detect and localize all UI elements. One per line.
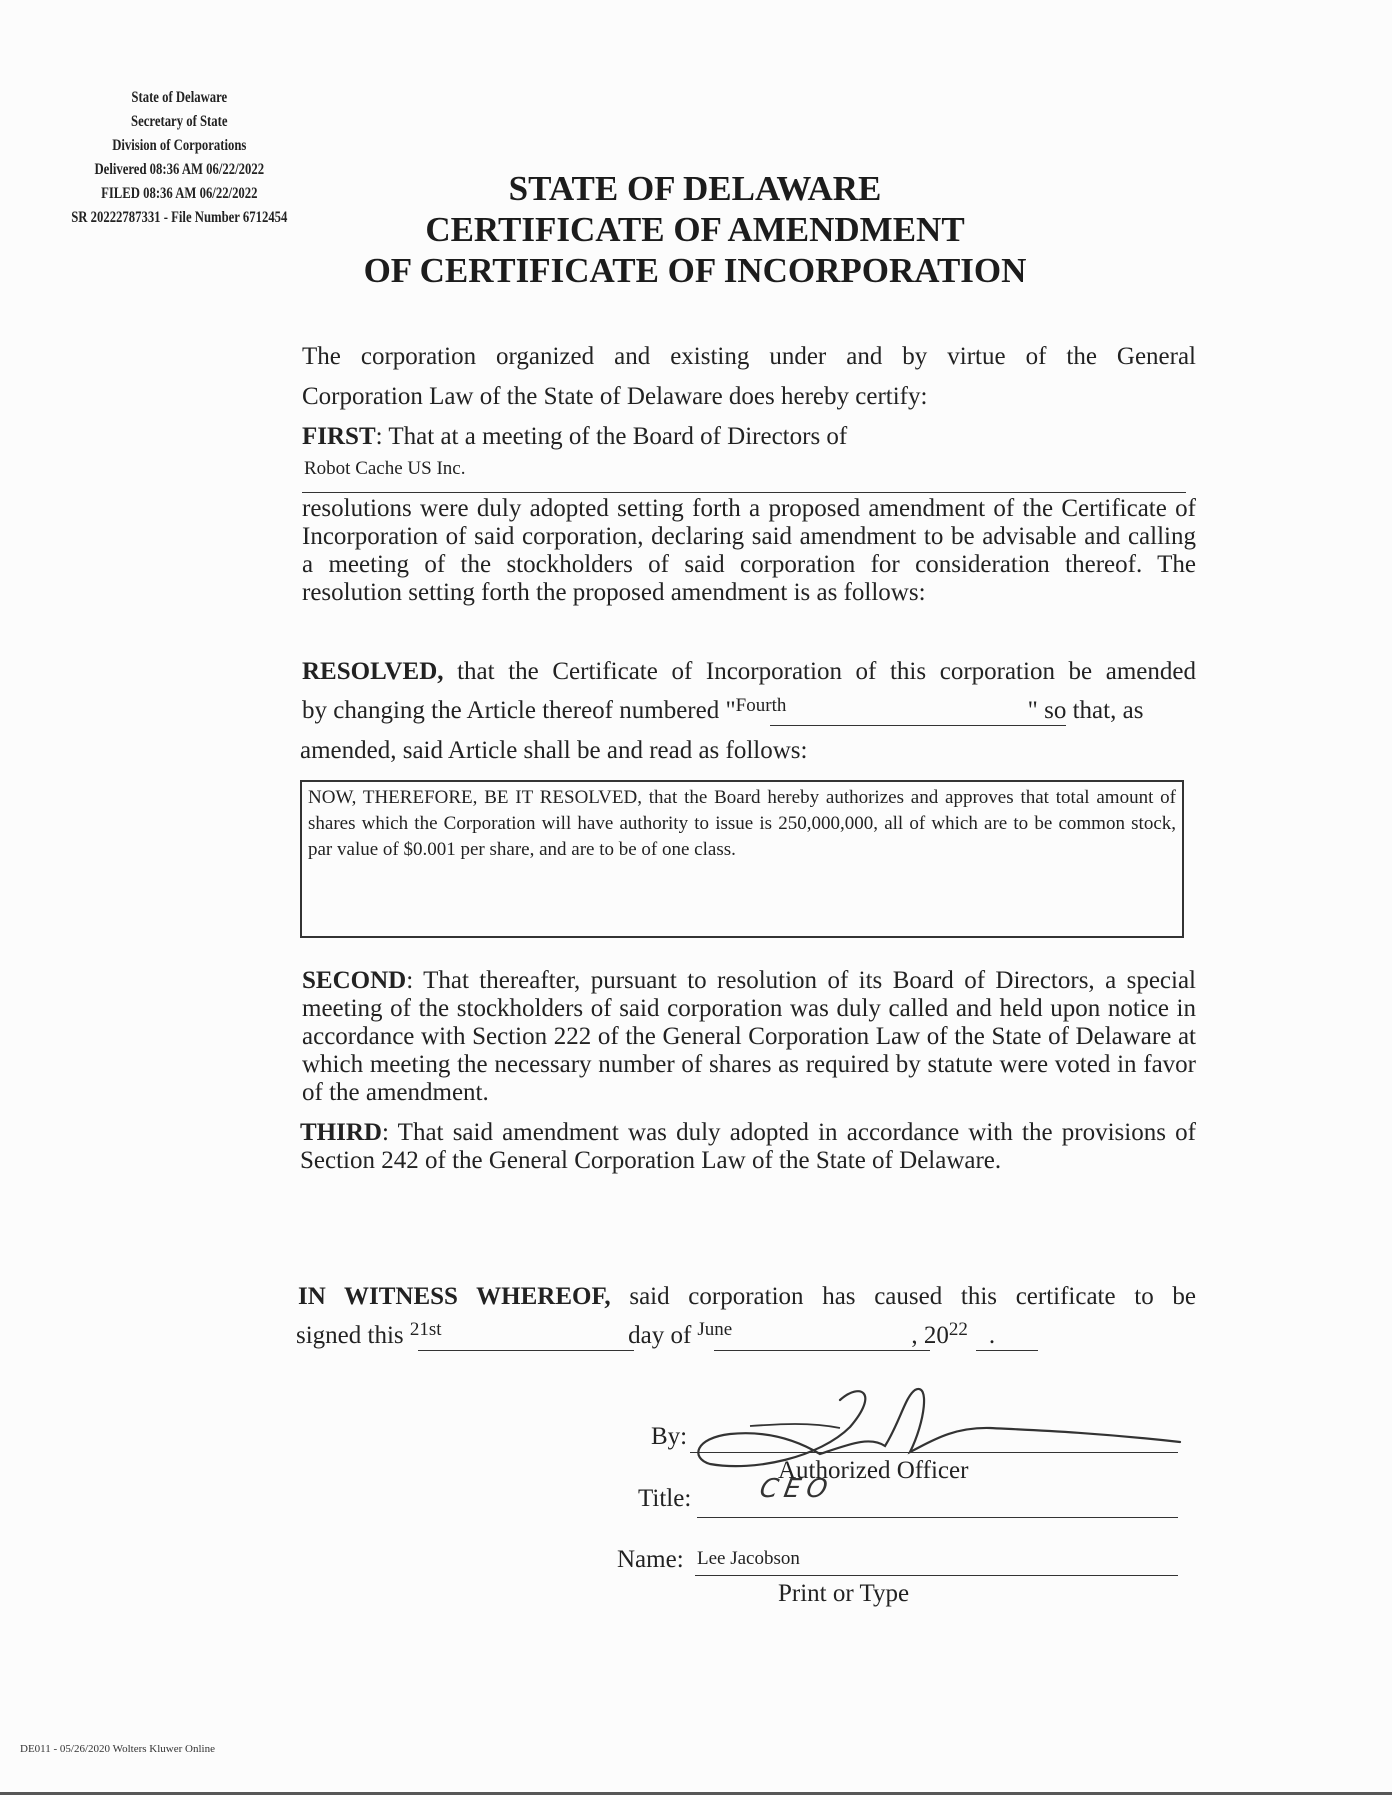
title-line-2: CERTIFICATE OF AMENDMENT: [425, 210, 965, 249]
stamp-line-division: Division of Corporations: [112, 137, 247, 154]
title-underline: [697, 1517, 1178, 1518]
first-label: FIRST: [302, 423, 376, 450]
title-line-3: OF CERTIFICATE OF INCORPORATION: [363, 251, 1027, 290]
signed-day-field: 21st: [409, 1319, 442, 1340]
second-clause: [302, 967, 1196, 1107]
stamp-line-filed: FILED 08:36 AM 06/22/2022: [101, 185, 258, 202]
second-text: : That thereafter, pursuant to resolution of its Board of Directors, a special meeting of the stockholders of said corporation was duly called and held upon notice in accordance with Section 222 of the General Corporation Law of the State of Delaware at which meeting the necessary number of shares as required by statute were voted in favor of the amendment.: [302, 967, 1196, 1106]
resolved-line1-text: that the Certificate of Incorporation of this corporation be amended: [457, 658, 1196, 685]
name-label: Name:: [617, 1546, 684, 1573]
filing-stamp: [44, 86, 315, 230]
stamp-line-secretary: Secretary of State: [131, 113, 228, 130]
resolved-line-3: amended, said Article shall be and read as follows:: [300, 737, 808, 764]
scan-bottom-edge: [0, 1792, 1392, 1795]
second-label: SECOND: [302, 967, 407, 994]
title-label: Title:: [638, 1485, 692, 1512]
first-continuation: resolutions were duly adopted setting forth a proposed amendment of the Certificate of Incorporation of said corporation, declaring said amendment to be advisable and calling a meeting of the stockholders of said corporation for consideration thereof. The resolution setting forth the proposed amendment is as follows:: [302, 495, 1196, 606]
first-text: : That at a meeting of the Board of Directors of: [375, 423, 848, 450]
document-title: [330, 168, 1060, 291]
third-text: : That said amendment was duly adopted in accordance with the provisions of Section 242 of the General Corporation Law of the State of Delaware.: [300, 1119, 1196, 1174]
signed-month-field: June: [697, 1319, 733, 1340]
month-underline: [714, 1350, 930, 1351]
name-underline: [695, 1575, 1178, 1576]
witness-period: .: [988, 1322, 996, 1349]
third-clause: [300, 1119, 1196, 1175]
resolved-line-2: [302, 697, 1143, 725]
print-or-type-caption: Print or Type: [778, 1580, 910, 1607]
amended-article-box: [300, 780, 1184, 938]
form-id-footer: DE011 - 05/26/2020 Wolters Kluwer Online: [20, 1743, 215, 1755]
amended-article-text: NOW, THEREFORE, BE IT RESOLVED, that the Board hereby authorizes and approves that total amount of shares which the Corporation will have authority to issue is 250,000,000, all of which are to be common stock, par value of $0.001 per share, and are to be of one class.: [308, 787, 1176, 860]
witness-line-2: [296, 1319, 996, 1350]
witness-line-1: [298, 1283, 1196, 1311]
intro-line-1: The corporation organized and existing under and by virtue of the General: [302, 343, 1196, 370]
stamp-line-state: State of Delaware: [131, 89, 228, 106]
stamp-line-file-number: SR 20222787331 - File Number 6712454: [71, 209, 288, 226]
resolved-line-1: [302, 658, 1196, 686]
stamp-line-delivered: Delivered 08:36 AM 06/22/2022: [94, 161, 265, 178]
first-clause: [302, 423, 847, 451]
third-label: THIRD: [300, 1119, 382, 1146]
article-number-underline: [770, 725, 1066, 726]
by-label: By:: [651, 1423, 688, 1450]
year-underline: [976, 1350, 1038, 1351]
day-underline: [418, 1350, 634, 1351]
resolved-line2-post: " so that, as: [1027, 697, 1144, 724]
company-name-underline: [302, 492, 1186, 493]
resolved-line2-pre: by changing the Article thereof numbered ": [302, 697, 736, 724]
resolved-label: RESOLVED,: [302, 658, 444, 685]
article-number-field: Fourth: [735, 695, 787, 716]
witness-line1-text: said corporation has caused this certificate to be: [629, 1283, 1196, 1310]
company-name-field: Robot Cache US Inc.: [304, 458, 466, 479]
printed-name-field: Lee Jacobson: [697, 1548, 800, 1569]
intro-line-2: Corporation Law of the State of Delaware does hereby certify:: [302, 383, 928, 410]
title-value-handwritten: CEO: [757, 1474, 836, 1504]
day-of-label: day of: [628, 1322, 692, 1349]
authorized-officer-caption: Authorized Officer: [778, 1457, 969, 1484]
signed-this-label: signed this: [296, 1322, 404, 1349]
witness-label: IN WITNESS WHEREOF,: [298, 1283, 611, 1310]
year-prefix: , 20: [911, 1322, 949, 1349]
signed-year-field: 22: [948, 1319, 968, 1340]
title-line-1: STATE OF DELAWARE: [508, 169, 882, 208]
